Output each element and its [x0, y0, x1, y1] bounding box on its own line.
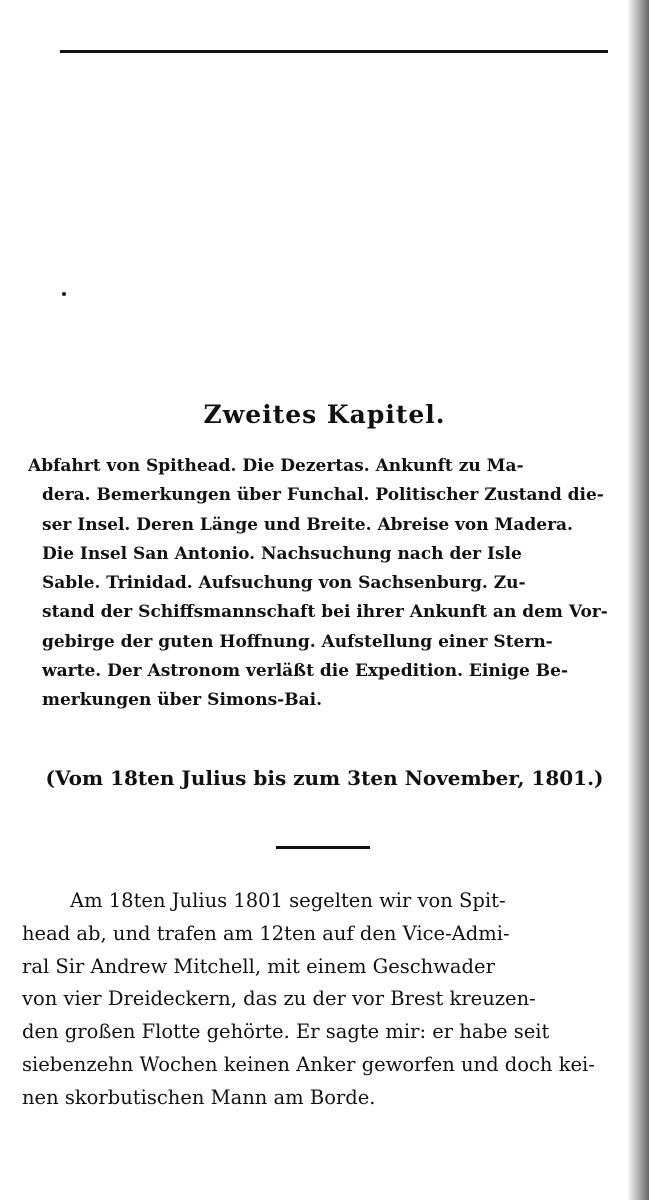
- body-line: siebenzehn Wochen keinen Anker geworfen und doch kei-: [22, 1052, 595, 1076]
- body-line: nen skorbutischen Mann am Borde.: [22, 1085, 376, 1109]
- body-line: head ab, und trafen am 12ten auf den Vice-Admi-: [22, 921, 510, 945]
- top-rule: [60, 50, 608, 53]
- summary-line: merkungen über Simons-Bai.: [42, 690, 322, 711]
- summary-line: ser Insel. Deren Länge und Breite. Abreise von Madera.: [42, 514, 573, 535]
- chapter-summary: [28, 452, 623, 716]
- chapter-title: Zweites Kapitel.: [203, 400, 446, 429]
- section-divider: [276, 846, 370, 849]
- summary-line: gebirge der guten Hoffnung. Aufstellung einer Stern-: [42, 631, 553, 652]
- body-paragraph: [22, 885, 626, 1115]
- summary-line: dera. Bemerkungen über Funchal. Politischer Zustand die-: [42, 485, 604, 506]
- date-range: (Vom 18ten Julius bis zum 3ten November, 1801.): [45, 766, 604, 790]
- summary-line: Die Insel San Antonio. Nachsuchung nach der Isle: [42, 543, 522, 564]
- body-line: von vier Dreideckern, das zu der vor Brest kreuzen-: [22, 987, 536, 1011]
- summary-line: warte. Der Astronom verläßt die Expedition. Einige Be-: [42, 661, 569, 682]
- body-line: Am 18ten Julius 1801 segelten wir von Spit-: [70, 889, 506, 912]
- summary-line: Abfahrt von Spithead. Die Dezertas. Ankunft zu Ma-: [28, 456, 524, 476]
- summary-line: Sable. Trinidad. Aufsuchung von Sachsenburg. Zu-: [42, 573, 526, 594]
- body-line: ral Sir Andrew Mitchell, mit einem Geschwader: [22, 954, 495, 978]
- page-edge-shadow: [627, 0, 649, 1200]
- summary-line: stand der Schiffsmannschaft bei ihrer Ankunft an dem Vor-: [42, 602, 608, 623]
- body-line: den großen Flotte gehörte. Er sagte mir: er habe seit: [22, 1020, 550, 1044]
- ink-speck: [62, 292, 66, 296]
